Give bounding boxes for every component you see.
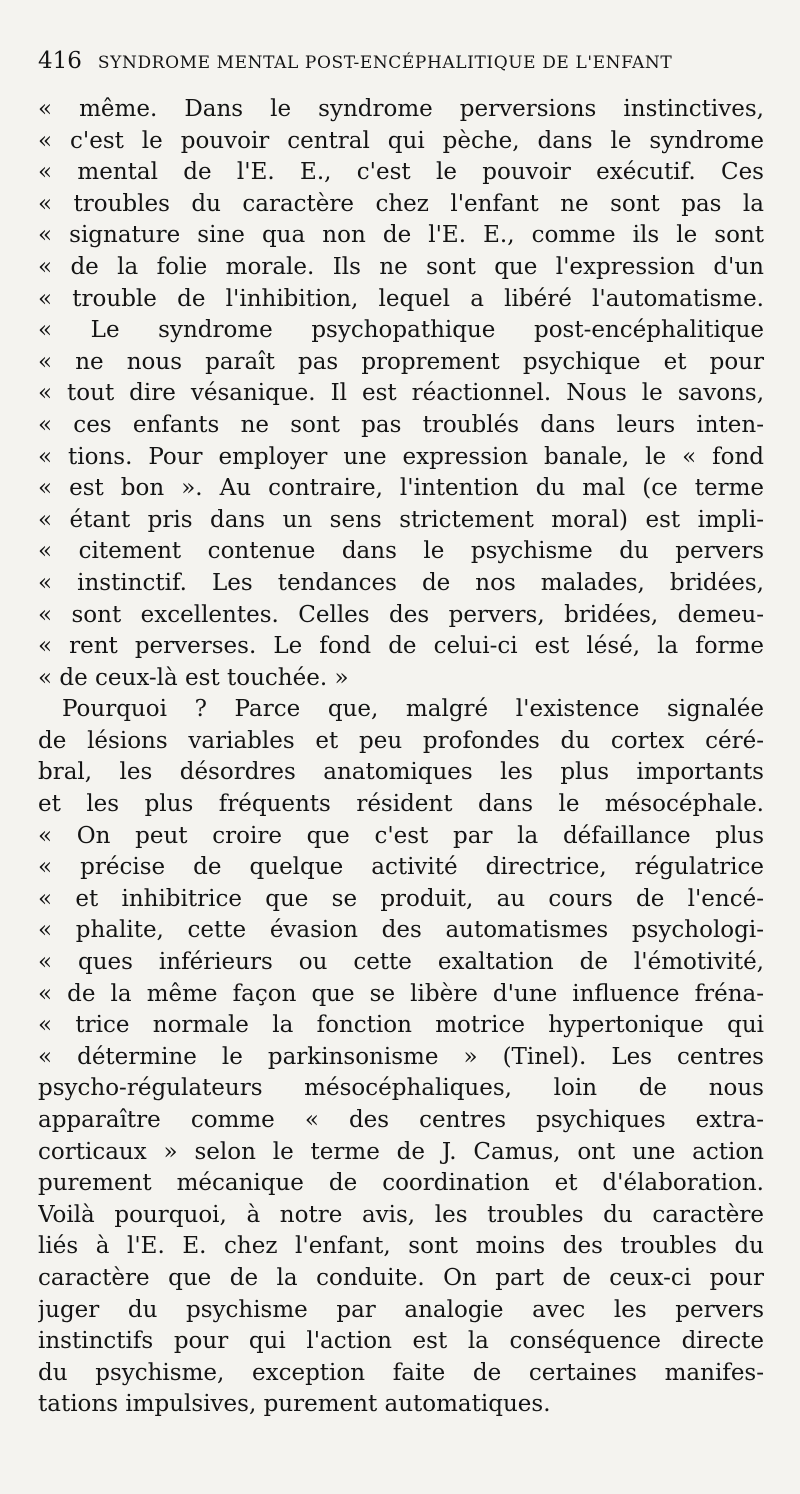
text-line: juger du psychisme par analogie avec les pervers	[38, 1296, 764, 1323]
text-line: « troubles du caractère chez l'enfant ne sont pas la	[38, 190, 764, 217]
text-line: « Le syndrome psychopathique post-encéphalitique	[38, 317, 764, 344]
text-line: du psychisme, exception faite de certaines manifes-	[38, 1359, 764, 1386]
text-line: « ces enfants ne sont pas troublés dans leurs inten-	[38, 411, 764, 438]
text-line: corticaux » selon le terme de J. Camus, ont une action	[38, 1138, 764, 1165]
text-line: « trouble de l'inhibition, lequel a libéré l'automatisme.	[38, 285, 764, 312]
text-line: « de la folie morale. Ils ne sont que l'expression d'un	[38, 253, 764, 280]
paragraph-start-line: Pourquoi ? Parce que, malgré l'existence signalée	[62, 696, 764, 723]
text-line: instinctifs pour qui l'action est la conséquence directe	[38, 1328, 764, 1355]
text-line: « tions. Pour employer une expression banale, le « fond	[38, 443, 764, 470]
text-line: « c'est le pouvoir central qui pèche, dans le syndrome	[38, 127, 764, 154]
text-line: psycho-régulateurs mésocéphaliques, loin de nous	[38, 1075, 764, 1102]
running-head	[38, 48, 764, 88]
text-line: « phalite, cette évasion des automatismes psychologi-	[38, 917, 764, 944]
text-line: « ne nous paraît pas proprement psychique et pour	[38, 348, 764, 375]
text-line: « même. Dans le syndrome perversions instinctives,	[38, 96, 764, 122]
text-line: apparaître comme « des centres psychiques extra-	[38, 1107, 764, 1133]
text-line: « ques inférieurs ou cette exaltation de l'émotivité,	[38, 949, 764, 976]
page-number: 416	[38, 48, 82, 74]
text-line: « détermine le parkinsonisme » (Tinel). Les centres	[38, 1043, 764, 1070]
text-line: « étant pris dans un sens strictement moral) est impli-	[38, 506, 764, 533]
text-line: « de la même façon que se libère d'une influence fréna-	[38, 980, 764, 1007]
running-title: SYNDROME MENTAL POST-ENCÉPHALITIQUE DE L'ENFANT	[97, 53, 673, 73]
text-line: « sont excellentes. Celles des pervers, bridées, demeu-	[38, 601, 764, 628]
text-line: et les plus fréquents résident dans le mésocéphale.	[38, 791, 764, 818]
text-line: « et inhibitrice que se produit, au cours de l'encé-	[38, 885, 764, 912]
text-line: bral, les désordres anatomiques les plus importants	[38, 759, 764, 786]
text-line: « trice normale la fonction motrice hypertonique qui	[38, 1012, 764, 1039]
text-line: liés à l'E. E. chez l'enfant, sont moins des troubles du	[38, 1233, 764, 1260]
text-line: « mental de l'E. E., c'est le pouvoir exécutif. Ces	[38, 159, 764, 186]
text-line: « tout dire vésanique. Il est réactionnel. Nous le savons,	[38, 380, 764, 407]
text-line: caractère que de la conduite. On part de ceux-ci pour	[38, 1264, 764, 1291]
text-line: « rent perverses. Le fond de celui-ci est lésé, la forme	[38, 633, 764, 660]
body-text	[38, 94, 764, 1421]
text-line: « On peut croire que c'est par la défaillance plus	[38, 822, 764, 849]
text-line: de lésions variables et peu profondes du cortex céré-	[38, 727, 764, 754]
text-line: « instinctif. Les tendances de nos malades, bridées,	[38, 569, 764, 596]
text-line: « signature sine qua non de l'E. E., comme ils le sont	[38, 222, 764, 249]
text-line: tations impulsives, purement automatiques.	[38, 1391, 551, 1418]
text-line: Voilà pourquoi, à notre avis, les troubles du caractère	[38, 1201, 764, 1228]
text-line: « est bon ». Au contraire, l'intention du mal (ce terme	[38, 475, 764, 502]
text-line: « de ceux-là est touchée. »	[38, 664, 349, 691]
text-line: purement mécanique de coordination et d'élaboration.	[38, 1170, 764, 1197]
text-line: « citement contenue dans le psychisme du pervers	[38, 538, 764, 565]
text-line: « précise de quelque activité directrice, régulatrice	[38, 854, 764, 881]
